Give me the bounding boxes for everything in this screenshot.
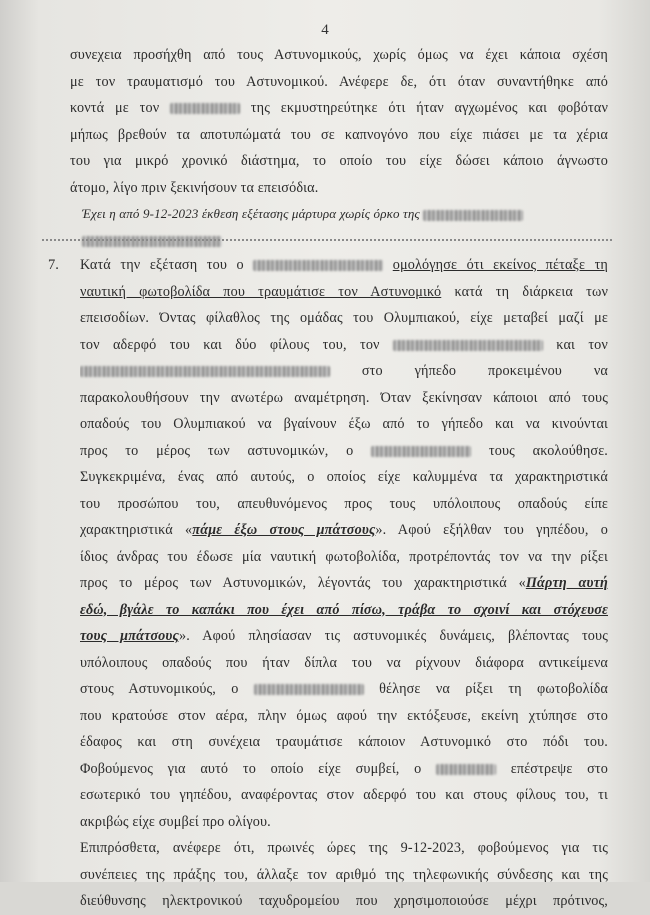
text-line: κοντά με τον της εκμυστηρεύτηκε ότι ήταν αγχωμένος και φοβόταν (70, 100, 608, 116)
redacted-name (436, 764, 496, 775)
page-number: 4 (321, 22, 329, 38)
text-line: Φοβούμενος για αυτό το οποίο είχε συμβεί, ο επέστρεψε στο (80, 760, 608, 777)
redacted-name (170, 103, 240, 114)
redacted-name (393, 340, 543, 351)
redacted-name (371, 446, 471, 457)
text-line: εσωτερικό του γηπέδου, αναφέροντας στον αδερφό του και στους φίλους του, τι (80, 787, 608, 803)
quote-text: πάμε έξω στους μπάτσους (192, 522, 376, 538)
note-line: Έχει η από 9-12-2023 έκθεση εξέτασης μάρτυρα χωρίς όρκο της (70, 201, 608, 228)
text-line: συνέπειες της πράξης του, άλλαξε τον αριθμό της τηλεφωνικής σύνδεσης και της (80, 866, 608, 883)
text-line: άτομο, λίγο πριν ξεκινήσουν τα επεισόδια. (70, 179, 319, 196)
text-line: χαρακτηριστικά «πάμε έξω στους μπάτσους». Αφού εξήλθαν του γηπέδου, ο (80, 522, 608, 538)
text-line: ακριβώς είχε συμβεί προ ολίγου. (80, 813, 271, 830)
text-line: παρακολουθήσουν την ανωτέρω αναμέτρηση. Όταν ξεκίνησαν κάποιοι από τους (80, 389, 608, 406)
text-line: υπόλοιπους οπαδούς που ήταν δίπλα του να ρίχνουν διάφορα αντικείμενα (80, 654, 608, 671)
text-line: που κρατούσε στον αέρα, πλην όμως αφού την εκτόξευσε, εκείνη χτύπησε στο (80, 707, 608, 724)
text-line: διεύθυνσης ηλεκτρονικού ταχυδρομείου που χρησιμοποιούσε μέχρι πρότινος, (80, 893, 608, 909)
text-line: Κατά την εξέταση του ο ομολόγησε ότι εκείνος πέταξε τη (80, 257, 608, 273)
quote-text: Πάρτη αυτή (525, 575, 608, 591)
text-line: του προσώπου του, απευθυνόμενος προς τους υπόλοιπους οπαδούς είπε (80, 495, 608, 512)
paragraph-number: 7. (48, 257, 59, 273)
text-line: Επιπρόσθετα, ανέφερε ότι, πρωινές ώρες της 9-12-2023, φοβούμενος για τις (80, 840, 608, 856)
quote-text: τους μπάτσους (80, 628, 179, 644)
text-line: επεισοδίων. Όντας φίλαθλος της ομάδας του Ολυμπιακού, είχε μεταβεί μαζί με (80, 310, 608, 326)
text-line: οπαδούς του Ολυμπιακού να βγαίνουν έξω από το γήπεδο και να κινούνται (80, 416, 608, 432)
redacted-name (254, 684, 364, 695)
text-line: του για μικρό χρονικό διάστημα, το οποίο του είχε δώσει κάποιο άγνωστο (70, 153, 608, 169)
top-paragraph (70, 42, 608, 254)
text-line: στους Αστυνομικούς, ο θέλησε να ρίξει τη φωτοβολίδα (80, 681, 608, 697)
text-line: ναυτική φωτοβολίδα που τραυμάτισε τον Αστυνομικό κατά τη διάρκεια των (80, 283, 608, 300)
text-line: ίδιος άνδρας του έδωσε μία ναυτική φωτοβολίδα, προτρέποντάς τον να την ρίξει (80, 548, 608, 565)
text-line: μήπως βρεθούν τα αποτυπώματά του σε καπνογόνο που είχε πιάσει με τα χέρια (70, 126, 608, 143)
text-line: έδαφος και στη συνέχεια τραυμάτισε κάποιον Αστυνομικό στο πόδι του. (80, 734, 608, 750)
redacted-name (253, 260, 383, 271)
text-line: Συγκεκριμένα, ένας από αυτούς, ο οποίος είχε καλυμμένα τα χαρακτηριστικά (80, 469, 608, 485)
section-divider (42, 239, 612, 241)
quote-line: εδώ, βγάλε το καπάκι που έχει από πίσω, τράβα το σχοινί και στόχευσε (80, 601, 608, 618)
text-line: με τον τραυματισμό του Αστυνομικού. Ανέφερε δε, ότι όταν συναντήθηκε από (70, 73, 608, 90)
paragraph-7 (80, 252, 608, 915)
text-line: τον αδερφό του και δύο φίλους του, τον και τον (80, 336, 608, 353)
text-line: συνεχεια προσήχθη από τους Αστυνομικούς, χωρίς όμως να έχει κάποια σχέση (70, 47, 608, 63)
text-line: τους μπάτσους». Αφού πλησίασαν τις αστυνομικές δυνάμεις, βλέποντας τους (80, 628, 608, 644)
text-line: προς το μέρος των αστυνομικών, ο τους ακολούθησε. (80, 442, 608, 459)
redacted-name (423, 210, 523, 221)
redacted-name (82, 236, 222, 247)
redacted-name (80, 366, 330, 377)
text-line: στο γήπεδο προκειμένου να (80, 358, 608, 385)
text-line: προς το μέρος των Αστυνομικών, λέγοντάς του χαρακτηριστικά «Πάρτη αυτή (80, 575, 608, 591)
